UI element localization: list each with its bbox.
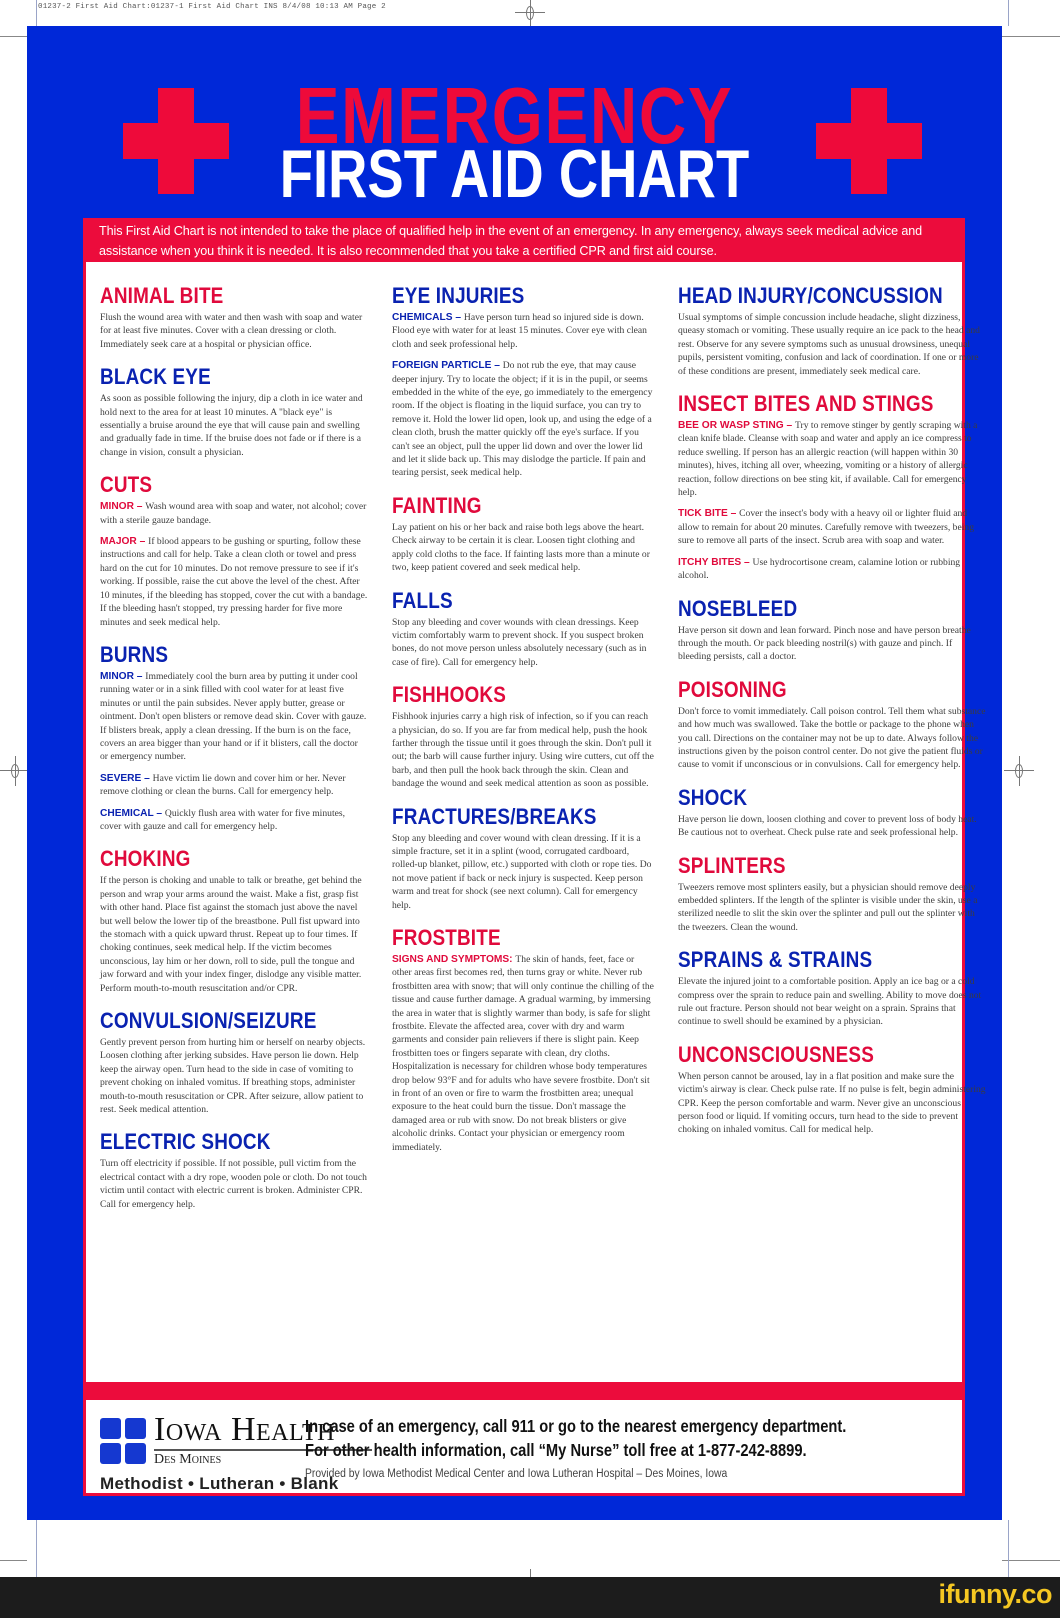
section-heading: EYE INJURIES <box>392 283 525 308</box>
paragraph-text: Stop any bleeding and cover wounds with clean dressings. Keep victim comfortably warm to prevent shock. If you suspect broken bones, do not move person unless absolutely necessary (such as in case of fire). Call for emergency help. <box>392 616 647 668</box>
print-slug-header: 01237-2 First Aid Chart:01237-1 First Aid Chart INS 8/4/08 10:13 AM Page 2 <box>38 3 386 11</box>
paragraph-text: Elevate the injured joint to a comfortable position. Apply an ice bag or a cold compress over the sprain to reduce pain and swelling. Ability to move does not rule out fracture. Person should not bear weight on a sprain. Sprains that continue to swell should be examined by a physician. <box>678 976 982 1028</box>
trim-line-top-right <box>1002 36 1060 37</box>
section-paragraph <box>678 813 986 840</box>
section-heading: BURNS <box>100 641 169 667</box>
section-fractures-breaks <box>392 805 654 912</box>
section-frostbite <box>392 926 654 1154</box>
footer-divider-bar <box>83 1382 965 1400</box>
title-first-aid-chart: FIRST AID CHART <box>279 136 750 212</box>
trim-line-right <box>1008 0 1009 26</box>
section-convulsion-seizure <box>100 1009 368 1116</box>
content-panel <box>83 262 986 1384</box>
paragraph-label: MINOR – <box>100 670 146 682</box>
section-eye-injuries <box>392 284 654 480</box>
paragraph-label: CHEMICALS – <box>392 312 464 323</box>
section-paragraph <box>392 616 654 670</box>
iowa-health-cross-logo-icon <box>100 1418 146 1464</box>
section-head-injury-concussion <box>678 284 986 378</box>
section-heading: FISHHOOKS <box>392 682 507 708</box>
paragraph-text: Immediately cool the burn area by putting it under cool running water or in a sink filled with cool water for at least five minutes or until the pain subsides. Never apply butter, grease or ointment. Don't open blisters or remove dead skin. Cover with gauze. If blisters break, apply a clean dressing. If the burn is on the face, covers an area bigger than your hand or if it blisters, call the doctor or emergency number. <box>100 670 367 763</box>
paragraph-label: FOREIGN PARTICLE – <box>392 360 503 372</box>
section-heading: ELECTRIC SHOCK <box>100 1129 271 1155</box>
paragraph-text: Stop any bleeding and cover wound with clean dressing. If it is a simple fracture, set it in a splint (wood, corrugated cardboard, rolled-up blanket, pillow, etc.) supported with cloth or rope ties. Do not move patient if back or neck injury is suspected. Keep person warm and treat for shock (see next column). Call for emergency help. <box>392 832 652 911</box>
paragraph-text: Usual symptoms of simple concussion include headache, slight dizziness, queasy stomach or vomiting. These usually require an ice pack to the head and rest. Observe for any severe symptoms such as unusual drowsiness, unequal pupils, persistent vomiting, confusion and lack of coordination. If one or more of these conditions are present, immediately seek medical care. <box>678 312 980 377</box>
section-heading: CUTS <box>100 472 153 498</box>
paragraph-text: Tweezers remove most splinters easily, but a physician should remove deeply embedded splinters. If the length of the splinter is visible under the skin, use a sterilized needle to slit the skin over the splinter and pull out the splinter with the tweezers. Clean the wound. <box>678 881 978 933</box>
section-fishhooks <box>392 683 654 790</box>
section-paragraph <box>100 311 368 351</box>
paragraph-text: The skin of hands, feet, face or other areas first becomes red, then turns gray or white. Never rub frostbitten area with snow; that will only continue the chilling of the tissue and cause further damage. A gradual warming, by immersing the area in water that is slightly warmer than body, is safe for slight frostbite. Elevate the affected area, cover with dry and warm garments and consider pain relievers if there is slight pain. Keep frostbitten toes or fingers separate with clean, dry cloths. Hospitalization is necessary for children whose body temperatures drop below 93°F and for adults who have severe frostbite. Don't sit in front of an oven or fire to warm the frostbitten area; unequal exposure to the heat could burn the tissue. Don't massage the damaged area or rub with snow. Do not break blisters or give alcoholic drinks. Contact your physician or emergency room immediately. <box>392 954 654 1153</box>
disclaimer-banner: This First Aid Chart is not intended to take the place of qualified help in the event of an emergency. In any emergency, always seek medical advice and assistance when you think it is needed. It is also recommended that you take a certified CPR and first aid course. <box>83 218 965 264</box>
paragraph-label: SEVERE – <box>100 772 153 784</box>
section-falls <box>392 589 654 670</box>
registration-mark-top <box>521 4 539 22</box>
paragraph-text: Do not rub the eye, that may cause deeper injury. Try to locate the object; if it is in the pupil, or seems embedded in the white of the eye, go immediately to the emergency room. If the object is floating in the liquid surface, you can try to remove it. Hold the lower lid open, look up, and using the edge of a clean cloth, brush the matter quickly off the eye's surface. If you can't see an object, pull the upper lid down and over the lower lid and let it slide back up. This may dislodge the particle. If pain and tearing persist, seek medical help. <box>392 360 653 479</box>
section-cuts <box>100 473 368 629</box>
section-heading: POISONING <box>678 676 787 702</box>
section-paragraph <box>100 807 368 834</box>
paragraph-text: Cover the insect's body with a heavy oil or lighter fluid and allow to remain for about 20 minutes. Carefully remove with tweezers, being sure to remove all parts of the insect. Scrub area with soap and water. <box>678 508 974 547</box>
section-paragraph <box>100 874 368 995</box>
section-nosebleed <box>678 597 986 664</box>
ifunny-watermark: ifunny.co <box>938 1579 1052 1609</box>
section-paragraph <box>678 507 986 547</box>
paragraph-text: Lay patient on his or her back and raise both legs above the heart. Check airway to be certain it is clear. Loosen tight clothing and apply cold cloths to the face. If fainting lasts more than a minute or two, keep patient covered and seek medical help. <box>392 521 650 574</box>
section-heading: NOSEBLEED <box>678 595 798 621</box>
section-animal-bite <box>100 284 368 351</box>
section-heading: FALLS <box>392 587 453 613</box>
section-paragraph <box>100 1036 368 1116</box>
section-paragraph <box>392 832 654 912</box>
section-paragraph <box>392 953 654 1154</box>
section-paragraph <box>392 359 654 480</box>
paragraph-text: Gently prevent person from hurting him or herself on nearby objects. Loosen clothing after jerking subsides. Have person lie down. Help keep the airway open. Turn head to the side in case of vomiting to prevent choking on inhaled vomitus. If breathing stops, administer mouth-to-mouth resuscitation or CPR. After seizure, allow patient to rest. Seek medical attention. <box>100 1037 366 1116</box>
brand-location: Des Moines <box>154 1452 222 1467</box>
section-heading: UNCONSCIOUSNESS <box>678 1041 875 1067</box>
paragraph-text: Wash wound area with soap and water, not alcohol; cover with a sterile gauze bandage. <box>100 501 367 526</box>
section-paragraph <box>392 311 654 351</box>
section-heading: FRACTURES/BREAKS <box>392 803 597 829</box>
section-sprains-strains <box>678 948 986 1029</box>
section-burns <box>100 643 368 833</box>
section-heading: FROSTBITE <box>392 925 501 950</box>
paragraph-label: TICK BITE – <box>678 508 740 520</box>
section-paragraph <box>100 392 368 459</box>
section-paragraph <box>678 311 986 378</box>
section-paragraph <box>678 881 986 935</box>
section-heading: INSECT BITES AND STINGS <box>678 391 934 417</box>
paragraph-label: BEE OR WASP STING – <box>678 420 795 432</box>
section-paragraph <box>392 521 654 575</box>
trim-line-bottom-right-v <box>1008 1520 1009 1577</box>
title-emergency: EMERGENCY <box>295 71 734 160</box>
emergency-instruction: In case of an emergency, call 911 or go to the nearest emergency department. <box>305 1416 847 1436</box>
column-3 <box>678 284 986 1384</box>
section-paragraph <box>100 670 368 764</box>
section-shock <box>678 786 986 840</box>
section-unconsciousness <box>678 1043 986 1137</box>
footer <box>83 1400 965 1496</box>
paragraph-label: CHEMICAL – <box>100 807 165 819</box>
paragraph-label: ITCHY BITES – <box>678 556 753 568</box>
column-2 <box>392 284 654 1384</box>
paragraph-text: If blood appears to be gushing or spurting, follow these instructions and call for help. Take a clean cloth or towel and press hard on the cut for 10 minutes. Do not remove pressure to see if it's working. If possible, raise the cut above the level of the chest. After 10 minutes, if the bleeding has stopped, cover the cut with a bandage. If the bleeding hasn't stopped, try pressing harder for five more minutes and seek medical help. <box>100 536 368 628</box>
section-paragraph <box>678 624 986 664</box>
trim-line-bottom-left-v <box>36 1520 37 1577</box>
section-electric-shock <box>100 1130 368 1211</box>
registration-mark-right <box>1010 762 1028 780</box>
contact-info <box>287 1410 950 1493</box>
paragraph-label: MINOR – <box>100 501 146 513</box>
trim-line-top <box>0 36 27 37</box>
section-heading: SPRAINS & STRAINS <box>678 947 873 973</box>
paragraph-text: When person cannot be aroused, lay in a flat position and make sure the victim's airway is clear. Check pulse rate. If no pulse is felt, begin administering CPR. Keep the person comfortable and warm. Never give an unconscious person food or liquid. If vomiting occurs, turn head to the side to prevent choking on inhaled vomitus. Call for medical help. <box>678 1070 986 1136</box>
paragraph-text: Try to remove stinger by gently scraping with a clean knife blade. Cleanse with soap and water and apply an ice compress to reduce swelling. If person has an allergic reaction (will happen within 30 minutes), hives, itching all over, wheezing, vomiting or a history of allergic reaction, follow directions on bee sting kit, if available. Call for emergency help. <box>678 420 978 499</box>
section-heading: BLACK EYE <box>100 364 211 390</box>
trim-line-left <box>36 0 37 26</box>
section-paragraph <box>678 1070 986 1137</box>
section-heading: ANIMAL BITE <box>100 283 224 308</box>
paragraph-text: Quickly flush area with water for five minutes, cover with gauze and call for emergency help. <box>100 807 345 832</box>
paragraph-text: Flush the wound area with water and then wash with soap and water for at least five minutes. Cover with a clean dressing or cloth. Immediately seek care at a hospital or physician office. <box>100 312 363 350</box>
section-heading: HEAD INJURY/CONCUSSION <box>678 283 943 308</box>
section-paragraph <box>678 975 986 1029</box>
first-aid-poster <box>27 26 1002 1520</box>
section-heading: SPLINTERS <box>678 852 786 878</box>
paragraph-text: Have person lie down, loosen clothing and cover to prevent loss of body heat. Be cautious not to overheat. Check pulse rate and seek professional help. <box>678 813 977 839</box>
paragraph-text: Have person sit down and lean forward. Pinch nose and have person breathe through the mouth. Or pack bleeding nostril(s) with gauze and pinch. If bleeding persists, call a doctor. <box>678 624 971 663</box>
section-paragraph <box>100 1157 368 1211</box>
paragraph-text: Don't force to vomit immediately. Call poison control. Tell them what substance and how much was swallowed. Take the bottle or package to the phone when you call. Directions on the container may not be up to date. Always follow the instructions given by the poison control center. Do not give the patient fluids or cause to vomit if unconscious or in convulsions. Call for emergency help. <box>678 705 986 771</box>
section-insect-bites-and-stings <box>678 392 986 582</box>
section-paragraph <box>100 535 368 629</box>
paragraph-text: Fishhook injuries carry a high risk of infection, so if you can reach a physician, do so. If you are far from medical help, push the hook farther through the tissue until it goes through the skin. Don't pull it out; the barb will cause further injury. Using wire cutters, cut off the barb, and then pull the hook back through the skin. Clean and bandage the wound and seek medical attention as soon as possible. <box>392 711 654 790</box>
section-paragraph <box>392 710 654 790</box>
paragraph-label: MAJOR – <box>100 536 149 548</box>
section-heading: CHOKING <box>100 846 191 872</box>
paragraph-text: Use hydrocortisone cream, calamine lotion or rubbing alcohol. <box>678 556 961 582</box>
paragraph-text: Have person turn head so injured side is down. Flood eye with water for at least 15 minutes. Cover eye with clean cloth and seek professional help. <box>392 312 647 350</box>
section-paragraph <box>100 772 368 799</box>
trim-line-bottom-right <box>1002 1560 1060 1561</box>
paragraph-text: Have victim lie down and cover him or her. Never remove clothing or clean the burns. Call for emergency help. <box>100 772 346 798</box>
section-black-eye <box>100 365 368 459</box>
section-paragraph <box>100 500 368 527</box>
section-splinters <box>678 854 986 935</box>
section-heading: CONVULSION/SEIZURE <box>100 1008 317 1034</box>
section-paragraph <box>678 556 986 583</box>
registration-mark-left <box>6 762 24 780</box>
section-poisoning <box>678 678 986 772</box>
paragraph-text: If the person is choking and unable to talk or breathe, get behind the person and wrap your arms around the waist. Make a fist, grasp fist with other hand. Place fist against the stomach just above the navel but well below the lower tip of the breastbone. Pull fist upward into the stomach with a quick upward thrust. Repeat up to four times. If choking continues, seek medical help. If the victim becomes unconscious, lay him or her down, roll to side, pull the tongue and jaw forward and with your index finger, dislodge any visible matter. Perform mouth-to-mouth resuscitation and/or CPR. <box>100 875 362 994</box>
watermark-bar <box>0 1577 1060 1618</box>
section-fainting <box>392 494 654 575</box>
provided-by-credit: Provided by Iowa Methodist Medical Center and Iowa Lutheran Hospital – Des Moines, Iowa <box>305 1468 728 1480</box>
brand-hospitals: Methodist • Lutheran • Blank <box>100 1474 339 1493</box>
section-heading: SHOCK <box>678 784 748 810</box>
paragraph-label: SIGNS AND SYMPTOMS: <box>392 954 516 965</box>
brand-name: Iowa Health <box>154 1411 335 1448</box>
section-choking <box>100 847 368 995</box>
section-paragraph <box>678 705 986 772</box>
paragraph-text: As soon as possible following the injury, dip a cloth in ice water and hold next to the area for at least 10 minutes. A "black eye" is essentially a bruise around the eye that will cause pain and swelling and gradually fade in time. If the bruise does not fade or if there is a change in vision, consult a physician. <box>100 393 363 458</box>
section-heading: FAINTING <box>392 492 482 518</box>
nurse-line-info: For other health information, call “My Nurse” toll free at 1-877-242-8899. <box>305 1440 808 1460</box>
column-1 <box>100 284 368 1384</box>
section-paragraph <box>678 419 986 499</box>
iowa-health-brand <box>100 1410 339 1493</box>
trim-line-bottom <box>0 1560 27 1561</box>
paragraph-text: Turn off electricity if possible. If not possible, pull victim from the electrical contact with a dry rope, wooden pole or cloth. Do not touch victim until contact with electric current is broken. Administer CPR. Call for emergency help. <box>100 1158 367 1210</box>
